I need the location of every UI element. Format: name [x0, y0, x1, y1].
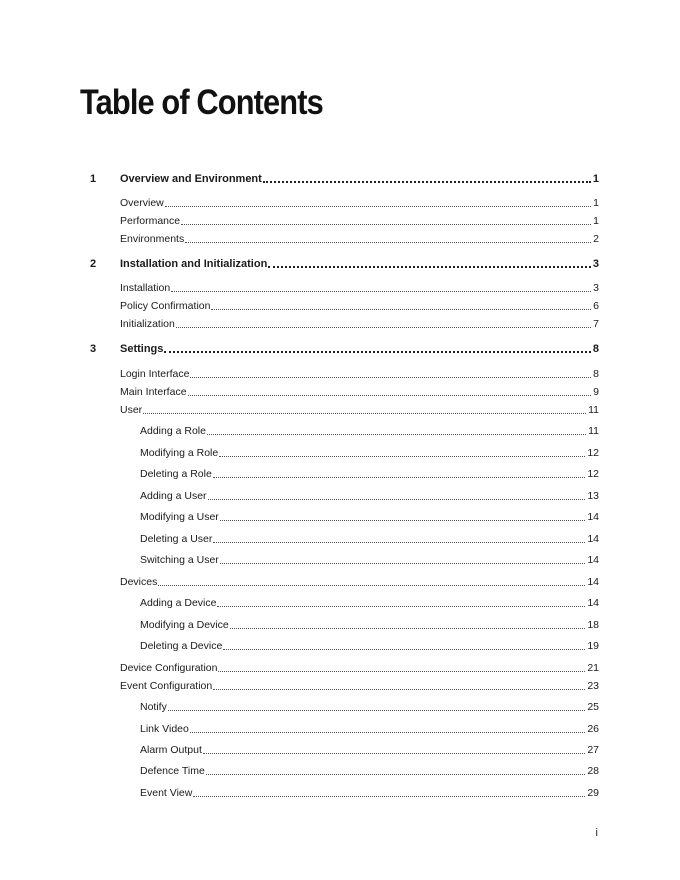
toc-entry[interactable]	[140, 425, 599, 438]
toc-entry-label[interactable]: Adding a User	[140, 490, 207, 502]
toc-entry[interactable]	[140, 765, 599, 778]
toc-entry[interactable]	[120, 343, 599, 356]
toc-entry[interactable]	[140, 511, 599, 524]
toc-entry-label[interactable]: Switching a User	[140, 554, 219, 566]
toc-entry-page[interactable]: 11	[588, 425, 599, 437]
dot-leader	[230, 627, 586, 629]
toc-entry-label[interactable]: Adding a Role	[140, 425, 206, 437]
toc-entry[interactable]	[120, 680, 599, 693]
dot-leader	[268, 265, 591, 268]
toc-entry-label[interactable]: Installation	[120, 282, 171, 294]
toc-entry-page[interactable]: 21	[587, 662, 599, 674]
toc-entry-page[interactable]: 19	[587, 640, 599, 652]
toc-entry-page[interactable]: 1	[593, 197, 599, 209]
toc-entry-page[interactable]: 29	[587, 787, 599, 799]
toc-entry[interactable]	[120, 576, 599, 589]
dot-leader	[218, 670, 585, 672]
dot-leader	[168, 709, 585, 711]
dot-leader	[188, 394, 592, 396]
toc-entry-label[interactable]: Main Interface	[120, 386, 187, 398]
toc-entry-page[interactable]: 13	[587, 490, 599, 502]
toc-entry-label[interactable]: Overview and Environment	[120, 173, 262, 185]
toc-entry-row[interactable]	[0, 281, 680, 297]
toc-entry-row[interactable]	[0, 214, 680, 230]
toc-entry-row[interactable]	[0, 596, 680, 612]
toc-entry[interactable]	[120, 258, 599, 271]
toc-entry-label[interactable]: Device Configuration	[120, 662, 218, 674]
toc-entry[interactable]	[140, 619, 599, 632]
dot-leader	[223, 648, 585, 650]
toc-chapter-row[interactable]	[0, 172, 680, 188]
toc-entry-page[interactable]: 14	[587, 511, 599, 523]
dot-leader	[220, 562, 586, 564]
toc-entry-page[interactable]: 23	[587, 680, 599, 692]
toc-entry[interactable]	[140, 597, 599, 610]
toc-entry-row[interactable]	[0, 232, 680, 248]
toc-entry-page[interactable]: 12	[587, 447, 599, 459]
toc-entry[interactable]	[140, 533, 599, 546]
dot-leader	[208, 498, 586, 500]
toc-entry-page[interactable]: 7	[593, 318, 599, 330]
toc-entry-row[interactable]	[0, 196, 680, 212]
toc-entry-page[interactable]: 26	[587, 723, 599, 735]
toc-chapter-row[interactable]	[0, 342, 680, 358]
toc-entry-row[interactable]	[0, 510, 680, 526]
toc-entry-row[interactable]	[0, 679, 680, 695]
toc-entry-page[interactable]: 14	[587, 576, 599, 588]
dot-leader	[143, 412, 586, 414]
dot-leader	[176, 326, 591, 328]
toc-entry[interactable]	[140, 447, 599, 460]
dot-leader	[190, 376, 591, 378]
toc-entry-page[interactable]: 18	[587, 619, 599, 631]
toc-entry-page[interactable]: 3	[593, 282, 599, 294]
toc-entry[interactable]	[120, 300, 599, 313]
dot-leader	[213, 541, 585, 543]
toc-entry-label[interactable]: Settings	[120, 343, 164, 355]
toc-entry[interactable]	[120, 318, 599, 331]
toc-entry-page[interactable]: 6	[593, 300, 599, 312]
page-title: Table of Contents	[80, 83, 323, 122]
dot-leader	[193, 795, 585, 797]
toc-entry[interactable]	[120, 282, 599, 295]
toc-entry-label[interactable]: Installation and Initialization	[120, 258, 268, 270]
toc-entry-label[interactable]: Performance	[120, 215, 181, 227]
dot-leader	[164, 350, 590, 353]
toc-entry-label[interactable]: Environments	[120, 233, 185, 245]
toc-entry-page[interactable]: 25	[587, 701, 599, 713]
toc-entry-label[interactable]: Deleting a Role	[140, 468, 212, 480]
dot-leader	[185, 241, 591, 243]
toc-entry-row[interactable]	[0, 299, 680, 315]
dot-leader	[190, 731, 585, 733]
toc-entry-page[interactable]: 14	[587, 533, 599, 545]
toc-entry[interactable]	[120, 386, 599, 399]
toc-entry-label[interactable]: Notify	[140, 701, 167, 713]
toc-entry-label[interactable]: Modifying a Device	[140, 619, 229, 631]
toc-entry-page[interactable]: 11	[588, 404, 599, 416]
toc-entry-row[interactable]	[0, 367, 680, 383]
dot-leader	[171, 290, 591, 292]
toc-entry-row[interactable]	[0, 467, 680, 483]
toc-entry[interactable]	[140, 787, 599, 800]
toc-entry-row[interactable]	[0, 786, 680, 802]
toc-entry[interactable]	[120, 404, 599, 417]
toc-entry-label[interactable]: Deleting a Device	[140, 640, 223, 652]
toc-entry-row[interactable]	[0, 403, 680, 419]
toc-entry-page[interactable]: 28	[587, 765, 599, 777]
toc-entry[interactable]	[120, 368, 599, 381]
dot-leader	[165, 205, 591, 207]
toc-entry-row[interactable]	[0, 317, 680, 333]
toc-entry-page[interactable]: 8	[593, 368, 599, 380]
toc-chapter-number: 3	[90, 343, 97, 355]
toc-entry[interactable]	[140, 723, 599, 736]
toc-chapter-row[interactable]	[0, 257, 680, 273]
dot-leader	[211, 308, 591, 310]
dot-leader	[213, 688, 585, 690]
toc-entry-label[interactable]: Event View	[140, 787, 193, 799]
toc-entry-label[interactable]: Modifying a User	[140, 511, 219, 523]
dot-leader	[206, 773, 586, 775]
toc-entry-row[interactable]	[0, 575, 680, 591]
toc-entry[interactable]	[140, 490, 599, 503]
toc-entry-row[interactable]	[0, 553, 680, 569]
toc-entry-label[interactable]: Modifying a Role	[140, 447, 219, 459]
toc-entry-row[interactable]	[0, 385, 680, 401]
toc-entry-page[interactable]: 1	[592, 173, 599, 185]
toc-chapter-number: 1	[90, 173, 97, 185]
page-number: i	[595, 827, 598, 839]
toc-entry-row[interactable]	[0, 639, 680, 655]
toc-entry[interactable]	[120, 173, 599, 186]
toc-entry-page[interactable]: 27	[587, 744, 599, 756]
toc-entry-page[interactable]: 12	[587, 468, 599, 480]
toc-entry-page[interactable]: 8	[592, 343, 599, 355]
toc-entry-label[interactable]: Deleting a User	[140, 533, 213, 545]
toc-entry-label[interactable]: Devices	[120, 576, 158, 588]
toc-entry-row[interactable]	[0, 618, 680, 634]
dot-leader	[263, 180, 591, 183]
toc-entry[interactable]	[140, 468, 599, 481]
toc-entry-label[interactable]: Adding a Device	[140, 597, 217, 609]
toc-entry[interactable]	[140, 701, 599, 714]
toc-entry[interactable]	[140, 640, 599, 653]
toc-chapter-number: 2	[90, 258, 97, 270]
dot-leader	[219, 455, 585, 457]
toc-entry-label[interactable]: Policy Confirmation	[120, 300, 211, 312]
toc-entry-row[interactable]	[0, 446, 680, 462]
toc-entry-page[interactable]: 14	[587, 597, 599, 609]
toc-entry-row[interactable]	[0, 532, 680, 548]
toc-entry-page[interactable]: 1	[593, 215, 599, 227]
toc-entry[interactable]	[140, 554, 599, 567]
toc-entry-label[interactable]: Login Interface	[120, 368, 190, 380]
toc-entry-label[interactable]: Initialization	[120, 318, 175, 330]
dot-leader	[203, 752, 585, 754]
toc-entry[interactable]	[140, 744, 599, 757]
toc-entry-page[interactable]: 3	[592, 258, 599, 270]
toc-entry-label[interactable]: Alarm Output	[140, 744, 202, 756]
toc-entry-label[interactable]: Defence Time	[140, 765, 205, 777]
toc-entry[interactable]	[120, 662, 599, 675]
dot-leader	[213, 476, 586, 478]
toc-entry-label[interactable]: Link Video	[140, 723, 189, 735]
dot-leader	[158, 584, 585, 586]
toc-entry-page[interactable]: 2	[593, 233, 599, 245]
toc-entry[interactable]	[120, 197, 599, 210]
toc-entry-page[interactable]: 14	[587, 554, 599, 566]
toc-entry-row[interactable]	[0, 424, 680, 440]
dot-leader	[181, 223, 591, 225]
toc-entry-label[interactable]: User	[120, 404, 143, 416]
toc-entry-row[interactable]	[0, 722, 680, 738]
toc-entry[interactable]	[120, 215, 599, 228]
toc-entry-row[interactable]	[0, 764, 680, 780]
toc-entry-row[interactable]	[0, 700, 680, 716]
dot-leader	[217, 605, 585, 607]
toc-entry-label[interactable]: Event Configuration	[120, 680, 213, 692]
toc-entry-page[interactable]: 9	[593, 386, 599, 398]
toc-entry-label[interactable]: Overview	[120, 197, 164, 209]
dot-leader	[207, 433, 586, 435]
dot-leader	[220, 519, 586, 521]
toc-entry[interactable]	[120, 233, 599, 246]
toc-entry-row[interactable]	[0, 743, 680, 759]
toc-entry-row[interactable]	[0, 489, 680, 505]
toc-entry-row[interactable]	[0, 661, 680, 677]
